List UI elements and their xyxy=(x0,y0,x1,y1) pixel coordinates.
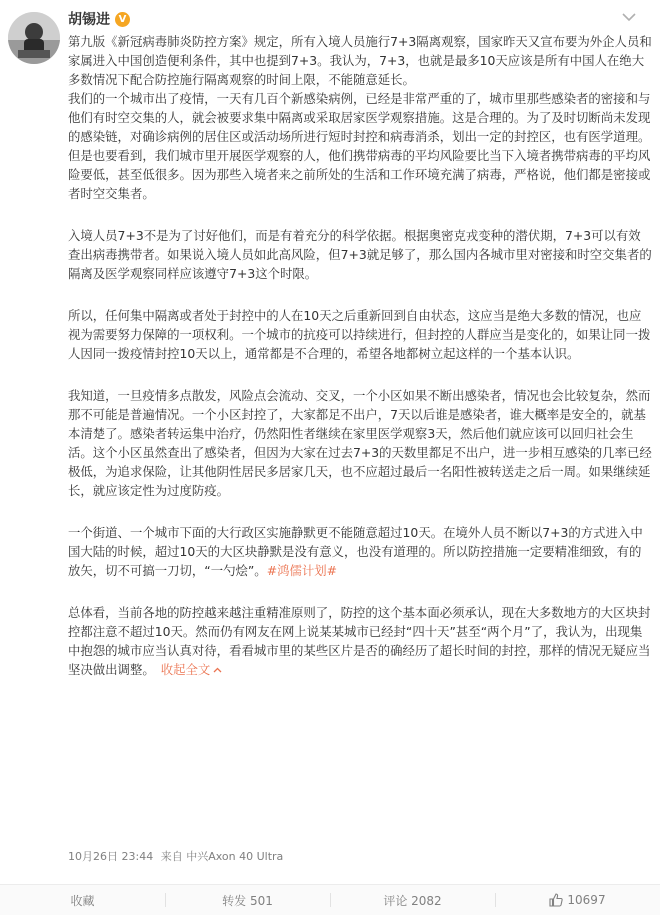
avatar[interactable] xyxy=(8,12,60,64)
post-header xyxy=(68,8,130,30)
like-count: 10697 xyxy=(567,893,606,907)
paragraph xyxy=(68,603,652,679)
hashtag-link[interactable]: #鸿儒计划# xyxy=(266,563,338,578)
post-meta xyxy=(68,848,287,864)
collapse-link[interactable] xyxy=(161,662,223,677)
thumbs-up-icon xyxy=(549,893,563,907)
action-bar xyxy=(0,884,660,915)
collapse-label: 收起全文 xyxy=(160,662,211,677)
paragraph: 所以，任何集中隔离或者处于封控中的人在10天之后重新回到自由状态，这应当是绝大多数的情况，也应视为需要努力保障的一项权利。一个城市的抗疫可以持续进行，但封控的人群应当是变化的，如果让同一拨人因同一拨疫情封控10天以上，通常都是不合理的，希望各地都树立起这样的一个基本认识。 xyxy=(68,308,651,361)
paragraph: 入境人员7+3不是为了讨好他们，而是有着充分的科学依据。根据奥密克戎变种的潜伏期，7+3可以有效查出病毒携带者。如果说入境人员如此高风险，但7+3就足够了，那么国内各城市里对密接和时空交集者的隔离及医学观察同样应该遵守7+3这个时限。 xyxy=(68,228,652,281)
like-button[interactable] xyxy=(495,885,660,915)
chevron-up-icon xyxy=(213,667,222,673)
paragraph: 我知道，一旦疫情多点散发，风险点会流动、交叉，一个小区如果不断出感染者，情况也会比较复杂，然而那不可能是普遍情况。一个小区封控了，大家都足不出户，7天以后谁是感染者，谁大概率是安全的，就基本清楚了。感染者转运集中治疗，仍然阳性者继续在家里医学观察3天，然后他们就应该可以回归社会生活。这个小区虽然查出了感染者，但因为大家在过去7+3的天数里都足不出户，进一步相互感染的几率已经极低，为追求保险，让其他阴性居民多居家几天，也不应超过最后一名阳性被转送走之后一周。如果继续延长，就应该定性为过度防疫。 xyxy=(68,388,652,498)
favorite-button[interactable] xyxy=(0,885,165,915)
post-source: 来自 中兴Axon 40 Ultra xyxy=(160,850,284,863)
verified-icon: V xyxy=(115,12,130,27)
repost-label: 转发 501 xyxy=(222,893,273,908)
post-timestamp[interactable]: 10月26日 23:44 xyxy=(68,850,154,863)
paragraph: 我们的一个城市出了疫情，一天有几百个新感染病例，已经是非常严重的了，城市里那些感染者的密接和与他们有时空交集的人，就会被要求集中隔离或采取居家医学观察措施。这是合理的。为了及时切断尚未发现的感染链，对确诊病例的居住区或活动场所进行短时封控和病毒消杀，划出一定的封控区，也有医学道理。但是也要看到，我们城市里开展医学观察的人，他们携带病毒的平均风险要比当下入境者携带病毒的平均风险要低，甚至低很多。因为那些入境者来之前所处的生活和工作环境充满了病毒，严格说，他们都是密接或者时空交集者。 xyxy=(68,91,651,201)
comment-label: 评论 2082 xyxy=(383,893,442,908)
paragraph xyxy=(68,523,652,580)
comment-button[interactable] xyxy=(330,885,495,915)
post-content xyxy=(68,32,652,679)
author-name[interactable]: 胡锡进 xyxy=(68,12,110,28)
avatar-image xyxy=(8,12,60,64)
paragraph-text: 一个街道、一个城市下面的大行政区实施静默更不能随意超过10天。在境外人员不断以7+3的方式进入中国大陆的时候，超过10天的大区块静默是没有意义，也没有道理的。所以防控措施一定要精准细致，有的放矢，切不可搞一刀切，“一勺烩”。 xyxy=(68,525,643,578)
repost-button[interactable] xyxy=(165,885,330,915)
paragraph-text: 总体看，当前各地的防控越来越注重精准原则了，防控的这个基本面必须承认，现在大多数地方的大区块封控都注意不超过10天。然而仍有网友在网上说某某城市已经封“四十天”甚至“两个月”了，我认为，出现集中抱怨的城市应当认真对待，看看城市里的某些区片是否的确经历了超长时间的封控，那样的情况无疑应当坚决做出调整。 xyxy=(68,605,651,677)
chevron-down-icon[interactable] xyxy=(618,6,640,28)
paragraph: 第九版《新冠病毒肺炎防控方案》规定，所有入境人员施行7+3隔离观察，国家昨天又宣布要为外企人员和家属进入中国创造便利条件，其中也提到7+3。我认为，7+3，也就是最多10天应该是所有中国人在绝大多数情况下配合防控施行隔离观察的时间上限，不能随意延长。 xyxy=(68,34,652,87)
favorite-label: 收藏 xyxy=(70,893,95,908)
